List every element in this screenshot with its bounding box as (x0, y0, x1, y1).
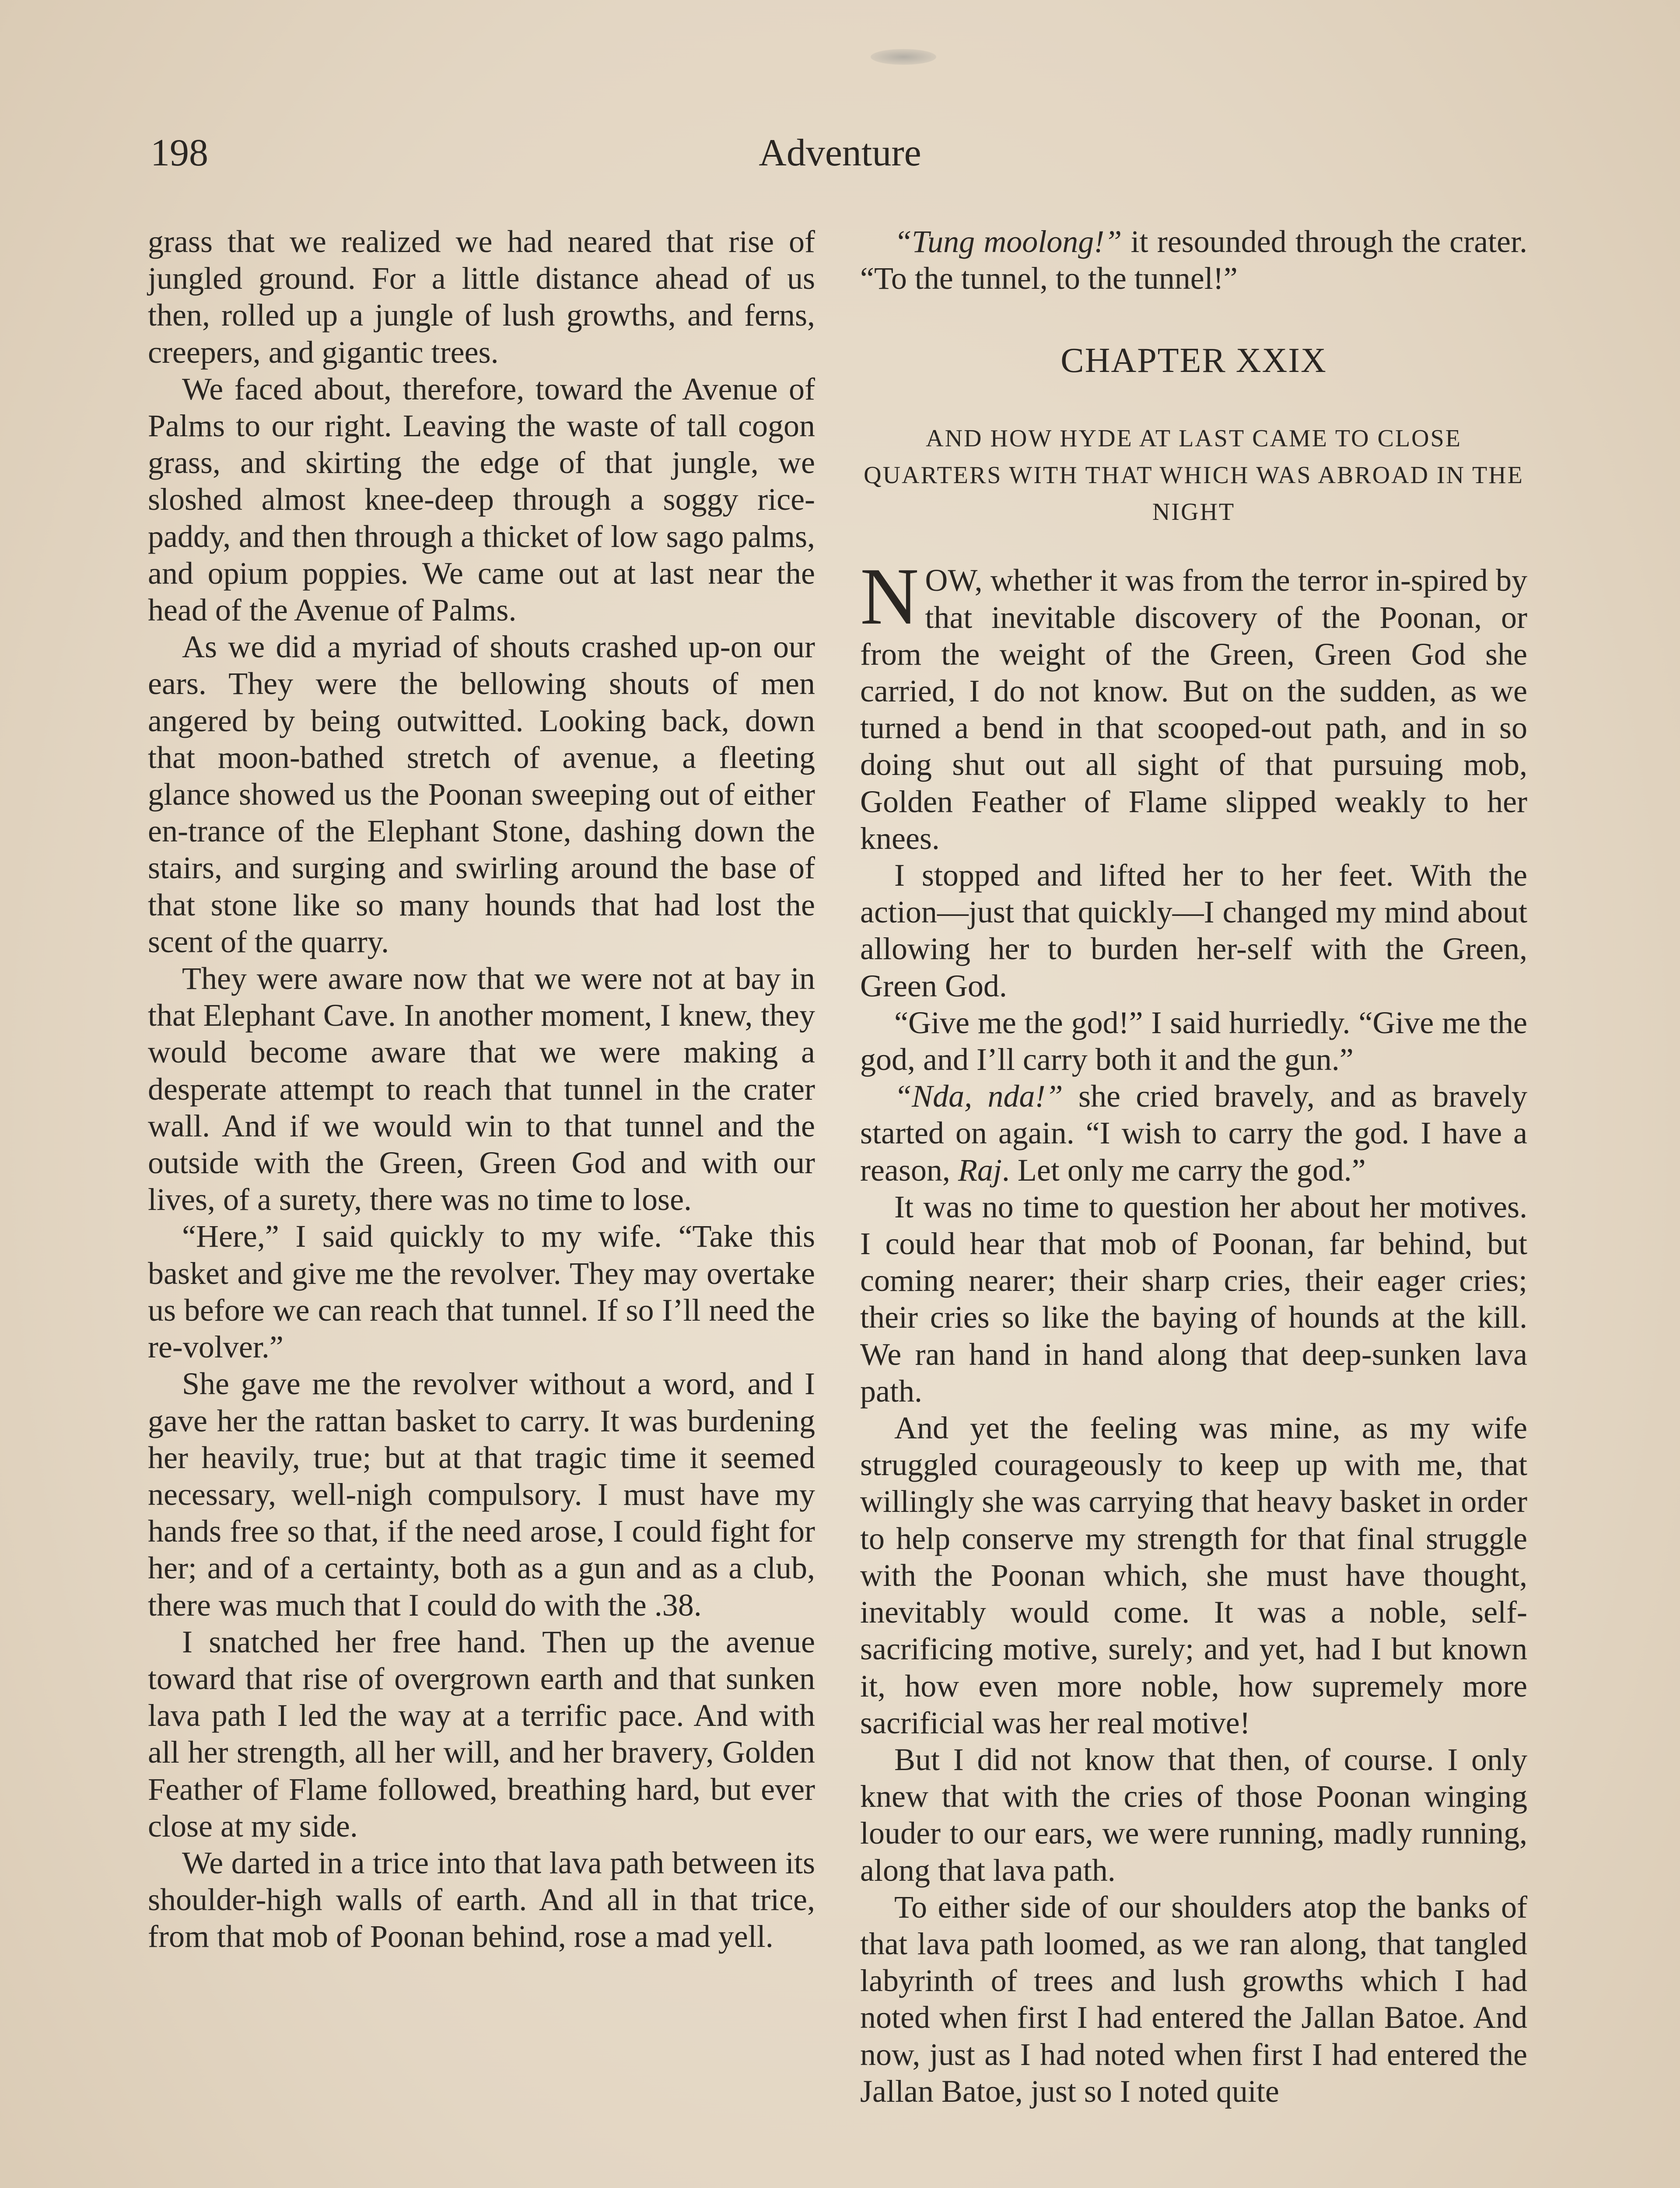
right-column (860, 223, 1527, 2110)
paragraph: But I did not know that then, of course. I only knew that with the cries of those Poonan winging louder to our ears, we were running, madly running, along that lava path. (860, 1742, 1527, 1888)
running-head: Adventure (759, 132, 921, 174)
drop-cap: N (860, 551, 919, 642)
paragraph: grass that we realized we had neared that rise of jungled ground. For a little distance ahead of us then, rolled up a jungle of lush growths, and ferns, creepers, and gigantic trees. (148, 224, 815, 370)
paragraph: “Give me the god!” I said hurriedly. “Give me the god, and I’ll carry both it and the gun.” (860, 1005, 1527, 1077)
paragraph-text: she cried bravely, and as bravely started on again. “I wish to carry the god. I have a reason, (860, 1079, 1527, 1188)
quote-italic: “Tung moolong!” (894, 224, 1122, 259)
chapter-title: CHAPTER XXIX (1060, 341, 1327, 380)
chapter-subtitle: AND HOW HYDE AT LAST CAME TO CLOSE QUARTERS WITH THAT WHICH WAS ABROAD IN THE NIGHT (864, 425, 1524, 526)
paragraph: We faced about, therefore, toward the Avenue of Palms to our right. Leaving the waste of tall cogon grass, and skirting the edge of that jungle, we sloshed almost knee-deep through a soggy rice-paddy, and then through a thicket of low sago palms, and opium poppies. We came out at last near the head of the Avenue of Palms. (148, 371, 815, 628)
quote-italic: “Nda, nda!” (894, 1079, 1063, 1114)
paragraph: As we did a myriad of shouts crashed up-on our ears. They were the bellowing shouts of men angered by being outwitted. Looking back, down that moon-bathed stretch of avenue, a fleeting glance showed us the Poonan sweeping out of either en-trance of the Elephant Stone, dashing down the stairs, and surging and swirling around the base of that stone like so many hounds that had lost the scent of the quarry. (148, 629, 815, 959)
page-number: 198 (150, 132, 208, 174)
first-paragraph-text: OW, whether it was from the terror in-spired by that inevitable discovery of the Poonan, or from the weight of the Green, Green God she carried, I do not know. But on the sudden, as we turned a bend in that scooped-out path, and in so doing shut out all sight of that pursuing mob, Golden Feather of Flame slipped weakly to her knees. (860, 563, 1527, 856)
paragraph: It was no time to question her about her motives. I could hear that mob of Poonan, far behind, but coming nearer; their sharp cries, their eager cries; their cries so like the baying of hounds at the kill. We ran hand in hand along that deep-sunken lava path. (860, 1189, 1527, 1409)
opening-paragraph (860, 223, 1527, 297)
ink-smudge (871, 49, 936, 65)
chapter-first-paragraph (860, 551, 1527, 857)
opening-rest: it resounded through the crater. “To the tunnel, to the tunnel!” (860, 224, 1527, 296)
paragraph-text: . Let only me carry the god.” (1001, 1152, 1366, 1188)
paragraph: She gave me the revolver without a word, and I gave her the rattan basket to carry. It was burdening her heavily, true; but at that tragic time it seemed necessary, well-nigh compulsory. I must have my hands free so that, if the need arose, I could fight for her; and of a certainty, both as a gun and as a club, there was much that I could do with the .38. (148, 1366, 815, 1623)
raj-italic: Raj (958, 1152, 1002, 1188)
paragraph: We darted in a trice into that lava path between its shoulder-high walls of earth. And all in that trice, from that mob of Poonan behind, rose a mad yell. (148, 1845, 815, 1954)
paragraph: To either side of our shoulders atop the banks of that lava path loomed, as we ran along, that tangled labyrinth of trees and lush growths which I had noted when first I had entered the Jallan Batoe. And now, just as I had noted when first I had entered the Jallan Batoe, just so I noted quite (860, 1889, 1527, 2109)
paragraph: They were aware now that we were not at bay in that Elephant Cave. In another moment, I knew, they would become aware that we were making a desperate attempt to reach that tunnel in the crater wall. And if we would win to that tunnel and the outside with the Green, Green God and with our lives, of a surety, there was no time to lose. (148, 961, 815, 1217)
paragraph (860, 1078, 1527, 1189)
left-column (148, 223, 815, 1955)
paragraph: And yet the feeling was mine, as my wife struggled courageously to keep up with me, that willingly she was carrying that heavy basket in order to help conserve my strength for that final struggle with the Poonan which, she must have thought, inevitably would come. It was a noble, self-sacrificing motive, surely; and yet, had I but known it, how even more noble, how supremely more sacrificial was her real motive! (860, 1410, 1527, 1740)
paragraph: I snatched her free hand. Then up the avenue toward that rise of overgrown earth and that sunken lava path I led the way at a terrific pace. And with all her strength, all her will, and her bravery, Golden Feather of Flame followed, breathing hard, but ever close at my side. (148, 1624, 815, 1844)
paragraph: “Here,” I said quickly to my wife. “Take this basket and give me the revolver. They may overtake us before we can reach that tunnel. If so I’ll need the re-volver.” (148, 1219, 815, 1365)
paragraph: I stopped and lifted her to her feet. With the action—just that quickly—I changed my mind about allowing her to burden her-self with the Green, Green God. (860, 858, 1527, 1003)
